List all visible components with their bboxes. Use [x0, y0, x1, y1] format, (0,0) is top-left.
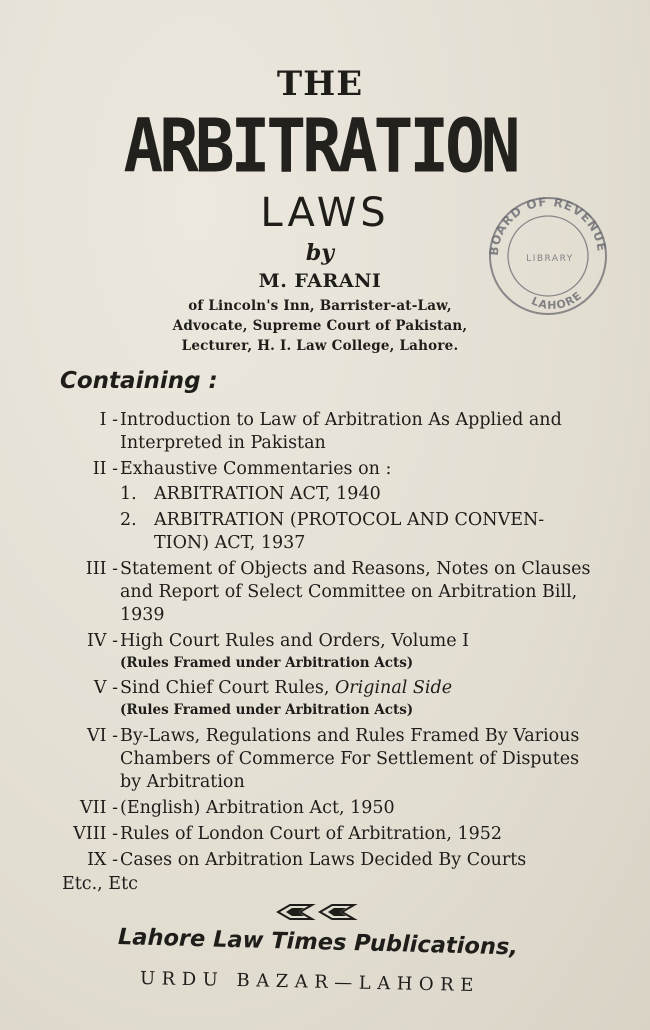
publisher-address: URDU BAZAR—LAHORE [139, 968, 481, 997]
item-text: Statement of Objects and Reasons, Notes on Clauses [120, 559, 591, 579]
item-text: Rules of London Court of Arbitration, 1952 [120, 824, 502, 844]
item-text: By-Laws, Regulations and Rules Framed By Various [120, 726, 580, 746]
item-text: High Court Rules and Orders, Volume I [120, 631, 470, 651]
publisher-name: Lahore Law Times Publications, [117, 924, 519, 961]
item-text-plain: Sind Chief Court Rules, [120, 678, 335, 698]
credential-line-3: Lecturer, H. I. Law College, Lahore. [181, 338, 459, 354]
byline: by [305, 240, 335, 266]
subitem-text: ARBITRATION ACT, 1940 [154, 484, 381, 504]
etc-line: Etc., Etc [62, 874, 138, 894]
item-note: (Rules Framed under Arbitration Acts) [120, 655, 414, 671]
subitem-number: 2. [120, 510, 137, 530]
item-number: I - [99, 410, 118, 430]
item-text: 1939 [120, 605, 165, 625]
item-number: IX - [87, 850, 118, 870]
stamp-middle-text: LIBRARY [526, 254, 574, 264]
item-text: Chambers of Commerce For Settlement of Disputes [120, 749, 580, 769]
publisher-emblem-icon [276, 902, 356, 922]
library-stamp [482, 190, 612, 320]
item-number: IV - [86, 631, 118, 651]
item-number: VII - [80, 798, 118, 818]
title-the: THE [276, 64, 364, 104]
containing-heading: Containing : [60, 368, 218, 394]
credential-line-2: Advocate, Supreme Court of Pakistan, [172, 318, 468, 334]
item-number: II - [92, 459, 118, 479]
title-laws: LAWS [260, 190, 390, 236]
stamp-top-text: BOARD OF REVENUE [486, 194, 609, 257]
item-number: VI - [86, 726, 118, 746]
subitem-number: 1. [120, 484, 137, 504]
item-text: Cases on Arbitration Laws Decided By Courts [120, 850, 527, 870]
item-text: by Arbitration [120, 772, 245, 792]
item-text: Introduction to Law of Arbitration As Applied and [120, 410, 562, 430]
title-arbitration: ARBITRATION [123, 103, 517, 190]
item-number: III - [85, 559, 118, 579]
item-number: VIII - [73, 824, 118, 844]
item-number: V - [93, 678, 118, 698]
item-text: Interpreted in Pakistan [120, 433, 326, 453]
item-text-italic: Original Side [334, 678, 453, 698]
svg-text:LAHORE [529, 289, 584, 312]
author-name: M. FARANI [258, 270, 382, 292]
item-note: (Rules Framed under Arbitration Acts) [120, 702, 414, 718]
stamp-bottom-text: LAHORE [529, 288, 585, 312]
item-text [120, 678, 452, 698]
svg-text:BOARD OF REVENUE [487, 195, 609, 257]
subitem-text: ARBITRATION (PROTOCOL AND CONVEN- [154, 510, 545, 530]
credential-line-1: of Lincoln's Inn, Barrister-at-Law, [188, 298, 452, 314]
subitem-text: TION) ACT, 1937 [154, 533, 306, 553]
item-text: Exhaustive Commentaries on : [120, 459, 392, 479]
item-text: (English) Arbitration Act, 1950 [120, 798, 395, 818]
item-text: and Report of Select Committee on Arbitration Bill, [120, 582, 578, 602]
